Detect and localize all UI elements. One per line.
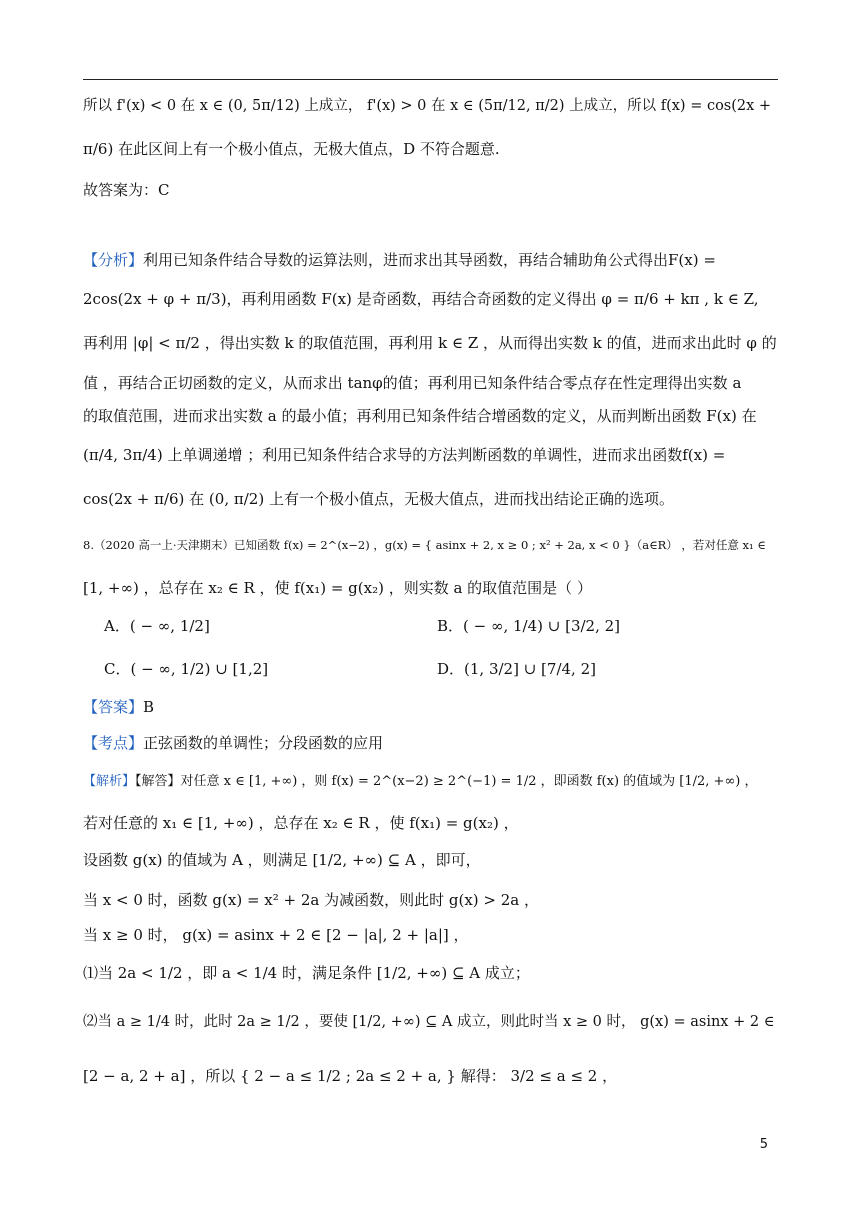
text-line: π/6) 在此区间上有一个极小值点，无极大值点，D 不符合题意. [83, 140, 500, 158]
text-line: 故答案为：C [83, 181, 170, 199]
option-a: A．( − ∞, 1/2] [104, 617, 210, 635]
solve-tag: 【解析】 [83, 774, 136, 789]
text-line: 当 x < 0 时，函数 g(x) = x² + 2a 为减函数，则此时 g(x) > 2a ， [83, 891, 540, 909]
text: 利用已知条件结合导数的运算法则，进而求出其导函数，再结合辅助角公式得出F(x) = [143, 251, 716, 269]
point-text: 正弦函数的单调性；分段函数的应用 [143, 734, 384, 752]
text-line: 值 ，再结合正切函数的定义，从而求出 tanφ的值；再利用已知条件结合零点存在性定理得出实数 a [83, 374, 742, 392]
text-line: cos(2x + π/6) 在 (0, π/2) 上有一个极小值点，无极大值点，进而找出结论正确的选项。 [83, 490, 674, 508]
text-line: 若对任意的 x₁ ∈ [1, +∞) ，总存在 x₂ ∈ R ，使 f(x₁) = g(x₂) ， [83, 814, 519, 832]
answer-value: B [143, 698, 155, 716]
header-rule [83, 79, 778, 80]
question-line: [1, +∞) ，总存在 x₂ ∈ R ，使 f(x₁) = g(x₂) ，则实数 a 的取值范围是（ ） [83, 579, 592, 597]
option-d: D．(1, 3/2] ∪ [7/4, 2] [437, 660, 596, 678]
text-line: 当 x ≥ 0 时， g(x) = asinx + 2 ∈ [2 − |a|, 2 + |a|] ， [83, 926, 469, 944]
text: 【解答】对任意 x ∈ [1, +∞) ，则 f(x) = 2^(x−2) ≥ 2^(−1) = 1/2 ，即函数 f(x) 的值域为 [1/2, +∞) ， [135, 774, 758, 789]
text-line: 设函数 g(x) 的值域为 A ，则满足 [1/2, +∞) ⊆ A ，即可， [83, 851, 481, 869]
question-line: 8.（2020 高一上·天津期末）已知函数 f(x) = 2^(x−2) ，g(x) = { asinx + 2, x ≥ 0 ; x² + 2a, x < 0 }（a∈R） ，若对任意 x₁ ∈ [83, 538, 766, 552]
option-c: C．( − ∞, 1/2) ∪ [1,2] [104, 660, 269, 678]
text-line: (π/4, 3π/4) 上单调递增 ；利用已知条件结合求导的方法判断函数的单调性，进而求出函数f(x) = [83, 446, 726, 464]
text-line: ⑴当 2a < 1/2 ，即 a < 1/4 时，满足条件 [1/2, +∞) ⊆ A 成立； [83, 964, 530, 982]
text-line: 所以 f'(x) < 0 在 x ∈ (0, 5π/12) 上成立， f'(x) > 0 在 x ∈ (5π/12, π/2) 上成立，所以 f(x) = cos(2x + [83, 98, 772, 114]
text-line: 2cos(2x + φ + π/3)，再利用函数 F(x) 是奇函数，再结合奇函数的定义得出 φ = π/6 + kπ , k ∈ Z, [83, 290, 759, 308]
analysis-line [83, 250, 716, 270]
solve-line [83, 772, 758, 792]
text-line: 再利用 |φ| < π/2 ，得出实数 k 的取值范围，再利用 k ∈ Z ，从而得出实数 k 的值，进而求出此时 φ 的 [83, 334, 777, 352]
text-line: [2 − a, 2 + a] ，所以 { 2 − a ≤ 1/2 ; 2a ≤ 2 + a, } 解得： 3/2 ≤ a ≤ 2 ， [83, 1067, 618, 1085]
text-line: ⑵当 a ≥ 1/4 时，此时 2a ≥ 1/2 ，要使 [1/2, +∞) ⊆ A 成立，则此时当 x ≥ 0 时， g(x) = asinx + 2 ∈ [83, 1014, 775, 1030]
page-number: 5 [759, 1137, 768, 1152]
text-line: 的取值范围，进而求出实数 a 的最小值；再利用已知条件结合增函数的定义，从而判断出函数 F(x) 在 [83, 407, 757, 425]
point-tag: 【考点】 [83, 734, 144, 752]
analysis-tag: 【分析】 [83, 251, 144, 269]
point-line [83, 733, 383, 753]
answer-tag: 【答案】 [83, 698, 144, 716]
option-b: B．( − ∞, 1/4) ∪ [3/2, 2] [437, 617, 621, 635]
answer-line [83, 697, 154, 717]
